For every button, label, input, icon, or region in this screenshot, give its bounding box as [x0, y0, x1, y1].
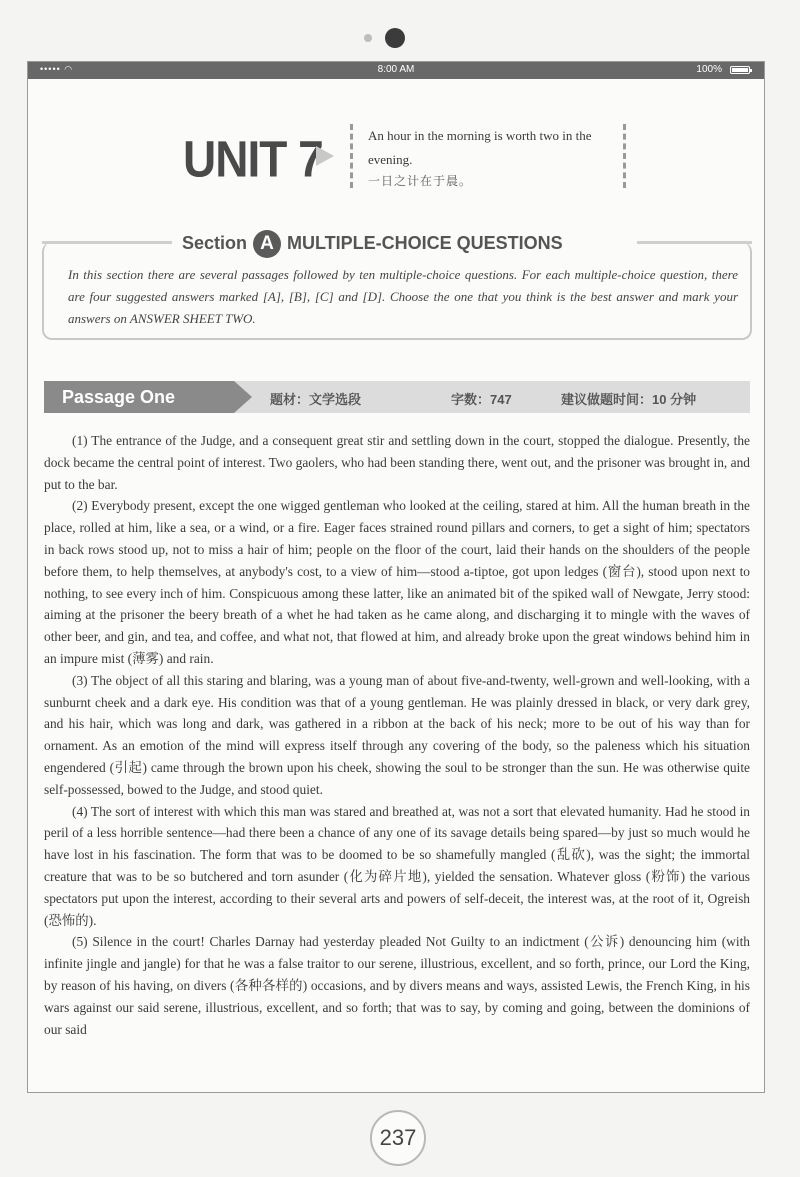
paragraph-1: (1) The entrance of the Judge, and a consequent great stir and settling down in the court, stopped the dialogue. Presently, the dock became the central point of interest. Two gaolers, who had been standing there, went out, and the prisoner was brought in, and put to the bar. — [44, 433, 750, 492]
status-bar — [28, 62, 764, 79]
battery-icon — [730, 66, 750, 74]
status-time: 8:00 AM — [377, 64, 415, 75]
paragraph-4: (4) The sort of interest with which this man was stared and breathed at, was not a sort that elevated humanity. Had he stood in peril of a less horrible sentence—had there been a chance of any one of its savage details being spared—by just so much would he have lost in his fascination. The form that was to be doomed to be so shamefully mangled (乱砍), was the sight; the immortal creature that was to be so butchered and torn asunder (化为碎片地), yielded the sensation. Whatever gloss (粉饰) the various spectators put upon the interest, according to their several arts and powers of self-deceit, the interest was, at the root of it, Ogreish (恐怖的). — [44, 803, 750, 928]
quote-chinese: 一日之计在于晨。 — [368, 174, 473, 188]
quote-border-left — [350, 124, 353, 188]
passage-word-count: 字数：747 — [451, 392, 512, 407]
paragraph-5: (5) Silence in the court! Charles Darnay had yesterday pleaded Not Guilty to an indictment (公诉) denouncing him (with infinite jingle and jangle) for that he was a false traitor to our serene, illustrious, excellent, and so forth, prince, our Lord the King, by reason of his having, on divers (各种各样的) occasions, and by divers means and ways, assisted Lewis, the French King, in his wars against our said serene, illustrious, excellent, and so forth; that was to say, by coming and going, between the dominions of our said — [44, 934, 750, 1037]
device-frame — [27, 61, 765, 1093]
section-a — [42, 222, 752, 342]
passage-header — [44, 381, 750, 413]
unit-title: UNIT 7 — [183, 130, 323, 188]
page-dot-active[interactable] — [385, 28, 405, 48]
page-number: 237 — [370, 1110, 426, 1166]
arrow-right-icon — [316, 146, 334, 166]
passage-tab-arrow — [234, 381, 252, 413]
passage-tab: Passage One — [44, 381, 234, 413]
passage-topic: 题材：文学选段 — [270, 392, 362, 407]
quote-english: An hour in the morning is worth two in the evening. — [368, 128, 592, 167]
paragraph-2: (2) Everybody present, except the one wigged gentleman who looked at the ceiling, stared at him. All the human breath in the place, rolled at him, like a sea, or a wind, or a fire. Eager faces strained round pillars and corners, to get a sight of him; spectators in back rows stood up, not to miss a hair of him; people on the floor of the court, laid their hands on the shoulders of the people before them, to help themselves, at anybody's cost, to a view of him—stood a-tiptoe, got upon ledges (窗台), stood upon next to nothing, to see every inch of him. Conspicuous among these latter, like an animated bit of the spiked wall of Newgate, Jerry stood: aiming at the prisoner the beery breath of a whet he had taken as he came along, and discharging it to mingle with the waves of other beer, and gin, and tea, and coffee, and what not, that flowed at him, and already broke upon the great windows behind him in an impure mist (薄雾) and rain. — [44, 498, 750, 666]
section-label: Section — [182, 232, 248, 253]
quote-box — [350, 124, 626, 190]
section-instructions: In this section there are several passages followed by ten multiple-choice questions. For each multiple-choice question, there are four suggested answers marked [A], [B], [C] and [D]. Choose the one that you think is the best answer and mark your answers on ANSWER SHEET TWO. — [68, 267, 738, 326]
paragraph-3: (3) The object of all this staring and blaring, was a young man of about five-and-twenty, well-grown and well-looking, with a sunburnt cheek and a dark eye. His condition was that of a young gentleman. He was plainly dressed in black, or very dark grey, and his hair, which was long and dark, was gathered in a ribbon at the back of his neck; more to be out of his way than for ornament. As an emotion of the mind will express itself through any covering of the body, so the paleness which his situation engendered (引起) came through the brown upon his cheek, showing the soul to be stronger than the sun. He was otherwise quite self-possessed, bowed to the Judge, and stood quiet. — [44, 672, 750, 797]
section-divider-left — [42, 241, 172, 244]
quote-border-right — [623, 124, 626, 188]
signal-wifi-icon: ••••• ◠ — [40, 64, 74, 74]
section-heading: MULTIPLE-CHOICE QUESTIONS — [287, 232, 563, 253]
passage-suggested-time: 建议做题时间：10 分钟 — [561, 392, 697, 407]
section-badge: A — [253, 230, 281, 258]
section-divider-right — [637, 241, 752, 244]
section-title — [182, 230, 563, 258]
passage-body — [44, 430, 750, 1040]
page-dot-inactive[interactable] — [364, 34, 372, 42]
page-indicator — [0, 27, 800, 47]
battery-level: 100% — [696, 64, 722, 75]
